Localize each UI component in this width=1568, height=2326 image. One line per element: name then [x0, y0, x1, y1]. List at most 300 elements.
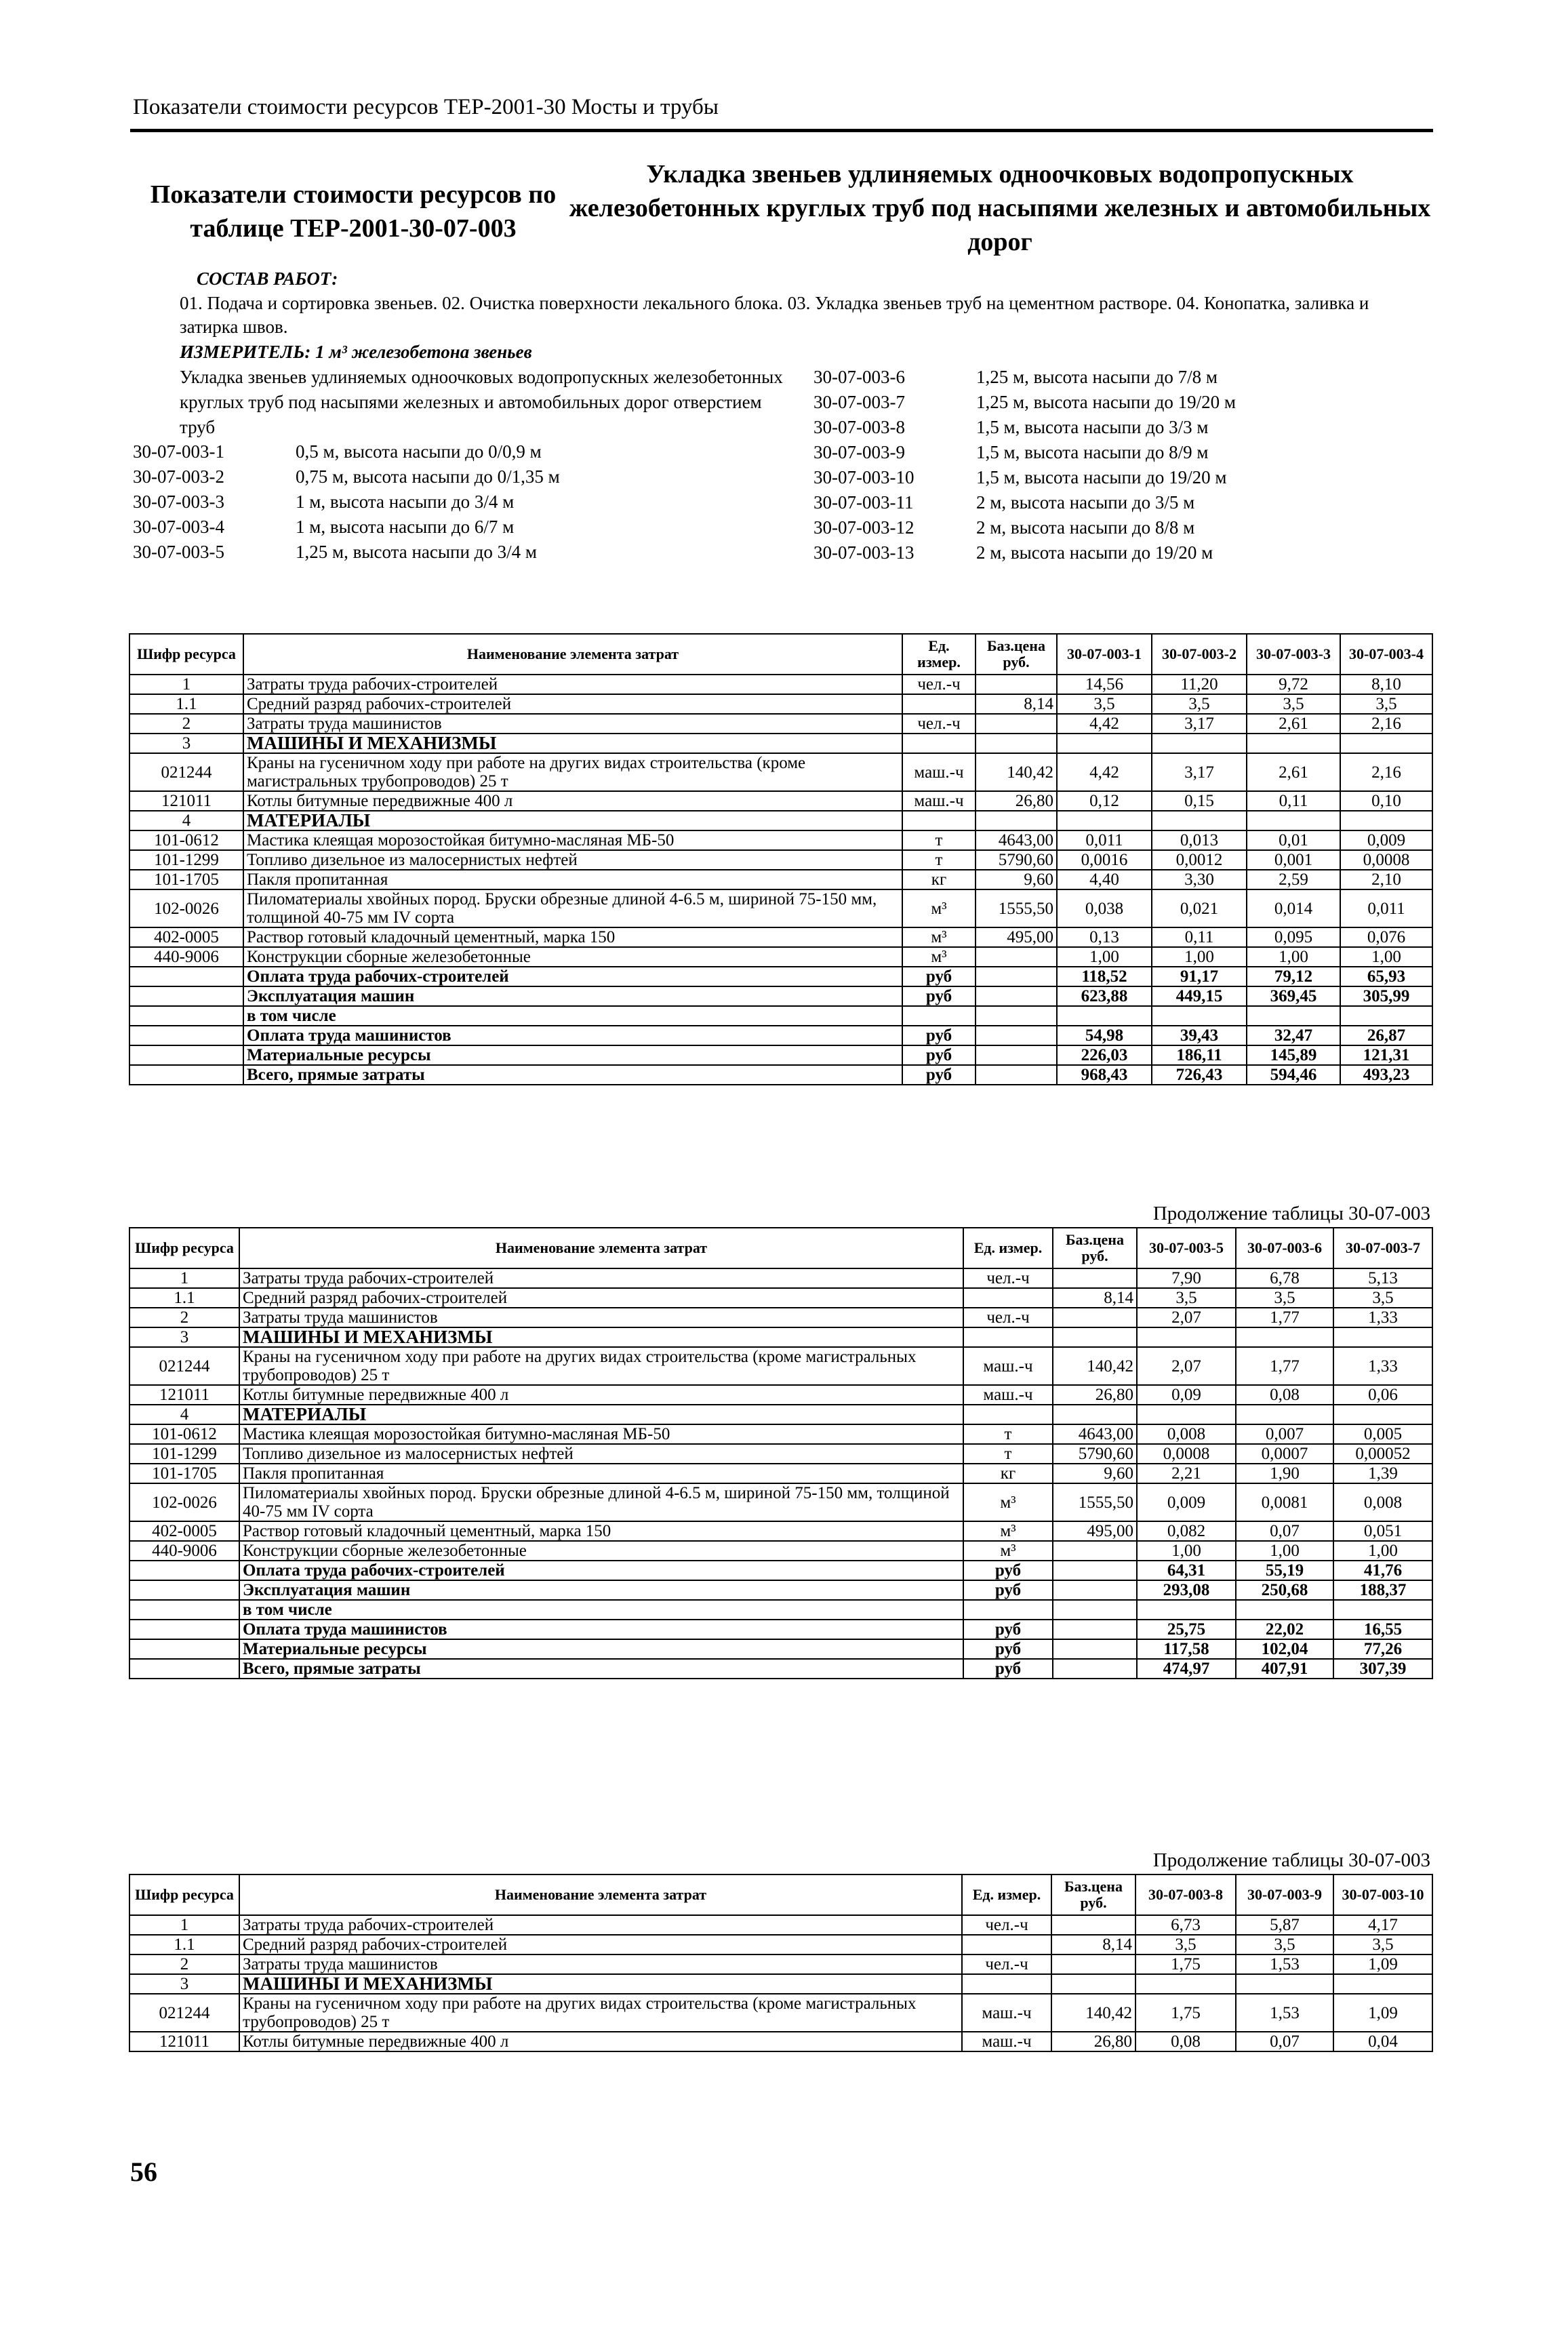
- row-code: 102-0026: [129, 889, 243, 927]
- code-list-item: [813, 440, 1236, 465]
- row-value: 2,59: [1247, 870, 1340, 889]
- row-code: 4: [129, 811, 243, 830]
- table-row: [129, 1065, 1432, 1085]
- row-price: 5790,60: [976, 850, 1057, 870]
- row-code: [129, 1006, 243, 1026]
- row-value: 145,89: [1247, 1045, 1340, 1065]
- row-code: 121011: [129, 2032, 239, 2051]
- row-unit: маш.-ч: [962, 1994, 1051, 2032]
- row-value: 1,00: [1247, 947, 1340, 967]
- row-code: [129, 1065, 243, 1085]
- row-price: [1053, 1639, 1137, 1659]
- row-value: [1057, 734, 1152, 753]
- table-row: [129, 2032, 1432, 2051]
- running-header: Показатели стоимости ресурсов ТЕР-2001-30 Мосты и трубы: [133, 95, 719, 119]
- table-row: [129, 1006, 1432, 1026]
- row-value: 5,13: [1333, 1268, 1432, 1288]
- row-value: 1,90: [1236, 1464, 1333, 1483]
- row-value: 54,98: [1057, 1026, 1152, 1045]
- row-code: 1.1: [129, 1288, 239, 1308]
- code-list-item: [133, 464, 560, 489]
- row-value: 3,5: [1333, 1935, 1432, 1954]
- row-price: [976, 986, 1057, 1006]
- table-row: [129, 1974, 1432, 1994]
- row-unit: т: [963, 1444, 1053, 1464]
- row-value: 1,53: [1236, 1994, 1333, 2032]
- row-code: 102-0026: [129, 1483, 239, 1521]
- row-value: 3,5: [1236, 1935, 1333, 1954]
- row-price: 4643,00: [976, 830, 1057, 850]
- header-col: 30-07-003-10: [1333, 1874, 1432, 1915]
- row-unit: руб: [963, 1659, 1053, 1679]
- row-value: [1236, 1327, 1333, 1347]
- table-row: [129, 1954, 1432, 1974]
- row-value: 0,10: [1340, 791, 1432, 811]
- header-unit: Ед. измер.: [963, 1228, 1053, 1268]
- table-row: [129, 1385, 1432, 1405]
- row-value: 1,00: [1152, 947, 1247, 967]
- row-unit: маш.-ч: [902, 791, 976, 811]
- row-value: [1333, 1600, 1432, 1620]
- cost-table-3: [129, 1874, 1433, 2052]
- code-list-desc: 1,5 м, высота насыпи до 3/3 м: [976, 417, 1209, 437]
- row-unit: кг: [963, 1464, 1053, 1483]
- row-value: 623,88: [1057, 986, 1152, 1006]
- code-list-desc: 2 м, высота насыпи до 19/20 м: [976, 542, 1213, 563]
- cost-table-2: [129, 1227, 1433, 1679]
- code-list-item: [813, 465, 1236, 490]
- row-unit: руб: [963, 1580, 1053, 1600]
- row-value: [1247, 1006, 1340, 1026]
- row-price: [1053, 1659, 1137, 1679]
- row-price: [1051, 1954, 1135, 1974]
- row-value: [1236, 1974, 1333, 1994]
- row-value: 1,75: [1135, 1954, 1236, 1974]
- row-value: [1152, 811, 1247, 830]
- table-row: [129, 1405, 1432, 1424]
- row-code: [129, 967, 243, 986]
- header-price: Баз.цена руб.: [976, 634, 1057, 675]
- row-code: 1: [129, 1915, 239, 1935]
- code-list-code: 30-07-003-5: [133, 542, 224, 562]
- row-code: 1: [129, 1268, 239, 1288]
- code-list-code: 30-07-003-6: [813, 367, 905, 387]
- code-list-item: [813, 365, 1236, 390]
- row-name: Мастика клеящая морозостойкая битумно-масляная МБ-50: [239, 1424, 963, 1444]
- row-name: Затраты труда машинистов: [239, 1954, 962, 1974]
- continuation-caption-3: Продолжение таблицы 30-07-003: [1152, 1849, 1430, 1871]
- row-name: в том числе: [243, 1006, 902, 1026]
- row-value: 2,21: [1137, 1464, 1236, 1483]
- header-col: 30-07-003-9: [1236, 1874, 1333, 1915]
- table-row: [129, 1620, 1432, 1639]
- section-title: Укладка звеньев удлиняемых одноочковых водопропускных железобетонных круглых труб под насыпями железных и автомобильных дорог: [569, 160, 1431, 256]
- row-code: 2: [129, 714, 243, 734]
- cost-table-1: [129, 633, 1433, 1085]
- code-list-code: 30-07-003-11: [813, 492, 914, 513]
- row-value: 77,26: [1333, 1639, 1432, 1659]
- row-name: Пиломатериалы хвойных пород. Бруски обрезные длиной 4-6.5 м, шириной 75-150 мм, толщиной 40-75 мм IV сорта: [239, 1483, 963, 1521]
- code-list-code: 30-07-003-4: [133, 517, 224, 537]
- code-list-desc: 0,5 м, высота насыпи до 0/0,9 м: [296, 441, 542, 462]
- row-value: 0,09: [1137, 1385, 1236, 1405]
- code-list-desc: 2 м, высота насыпи до 3/5 м: [976, 492, 1195, 513]
- row-price: 26,80: [1053, 1385, 1137, 1405]
- row-value: 41,76: [1333, 1561, 1432, 1580]
- code-list-code: 30-07-003-3: [133, 492, 224, 512]
- row-value: 1,00: [1333, 1541, 1432, 1561]
- row-value: 8,10: [1340, 675, 1432, 694]
- row-value: 1,00: [1236, 1541, 1333, 1561]
- table-row: [129, 1659, 1432, 1679]
- row-price: [1053, 1327, 1137, 1347]
- code-list-item: [813, 390, 1236, 415]
- header-name: Наименование элемента затрат: [243, 634, 902, 675]
- table-row: [129, 1327, 1432, 1347]
- row-code: 2: [129, 1954, 239, 1974]
- row-value: 369,45: [1247, 986, 1340, 1006]
- row-value: 0,001: [1247, 850, 1340, 870]
- code-list-desc: 1,5 м, высота насыпи до 19/20 м: [976, 467, 1227, 487]
- row-value: 0,082: [1137, 1521, 1236, 1541]
- table-row: [129, 1541, 1432, 1561]
- row-value: 307,39: [1333, 1659, 1432, 1679]
- row-value: 1,53: [1236, 1954, 1333, 1974]
- row-value: 9,72: [1247, 675, 1340, 694]
- row-code: 3: [129, 1327, 239, 1347]
- row-unit: [962, 1974, 1051, 1994]
- header-col: 30-07-003-3: [1247, 634, 1340, 675]
- row-value: 117,58: [1137, 1639, 1236, 1659]
- row-unit: м³: [963, 1541, 1053, 1561]
- code-list-item: [133, 515, 560, 540]
- row-unit: руб: [902, 967, 976, 986]
- row-value: 968,43: [1057, 1065, 1152, 1085]
- header-name: Наименование элемента затрат: [239, 1874, 962, 1915]
- row-value: [1057, 811, 1152, 830]
- header-col: 30-07-003-8: [1135, 1874, 1236, 1915]
- row-price: 1555,50: [1053, 1483, 1137, 1521]
- row-unit: маш.-ч: [902, 753, 976, 791]
- row-value: 0,11: [1152, 927, 1247, 947]
- row-unit: чел.-ч: [902, 675, 976, 694]
- row-value: 0,08: [1236, 1385, 1333, 1405]
- table-row: [129, 1026, 1432, 1045]
- code-list-code: 30-07-003-10: [813, 467, 914, 487]
- row-value: 0,005: [1333, 1424, 1432, 1444]
- row-value: 6,78: [1236, 1268, 1333, 1288]
- row-name: Оплата труда машинистов: [243, 1026, 902, 1045]
- row-value: 0,021: [1152, 889, 1247, 927]
- row-unit: руб: [902, 1045, 976, 1065]
- work-composition-text: 01. Подача и сортировка звеньев. 02. Очистка поверхности лекального блока. 03. Укладка звеньев труб на цементном растворе. 04. Конопатка, заливка и затирка швов.: [180, 293, 1369, 337]
- row-value: [1152, 1006, 1247, 1026]
- row-value: 55,19: [1236, 1561, 1333, 1580]
- row-price: 9,60: [1053, 1464, 1137, 1483]
- row-unit: маш.-ч: [963, 1347, 1053, 1385]
- row-value: 11,20: [1152, 675, 1247, 694]
- row-code: 3: [129, 734, 243, 753]
- row-unit: маш.-ч: [962, 2032, 1051, 2051]
- row-value: 0,014: [1247, 889, 1340, 927]
- row-name: Оплата труда машинистов: [239, 1620, 963, 1639]
- row-name: Топливо дизельное из малосернистых нефтей: [243, 850, 902, 870]
- code-list-item: [133, 439, 560, 464]
- row-code: [129, 1561, 239, 1580]
- header-col: 30-07-003-6: [1236, 1228, 1333, 1268]
- row-name: Затраты труда машинистов: [243, 714, 902, 734]
- row-unit: чел.-ч: [963, 1268, 1053, 1288]
- code-list-desc: 2 м, высота насыпи до 8/8 м: [976, 517, 1195, 538]
- meter-label: ИЗМЕРИТЕЛЬ: 1 м³ железобетона звеньев: [180, 342, 532, 362]
- row-value: 6,73: [1135, 1915, 1236, 1935]
- row-value: 0,13: [1057, 927, 1152, 947]
- row-name: Всего, прямые затраты: [243, 1065, 902, 1085]
- row-value: [1236, 1600, 1333, 1620]
- table-row: [129, 967, 1432, 986]
- row-value: 3,5: [1135, 1935, 1236, 1954]
- header-col: 30-07-003-5: [1137, 1228, 1236, 1268]
- row-value: 0,15: [1152, 791, 1247, 811]
- row-unit: руб: [963, 1620, 1053, 1639]
- row-value: 7,90: [1137, 1268, 1236, 1288]
- row-value: 1,75: [1135, 1994, 1236, 2032]
- row-price: 26,80: [976, 791, 1057, 811]
- row-name: Средний разряд рабочих-строителей: [239, 1288, 963, 1308]
- row-value: 0,051: [1333, 1521, 1432, 1541]
- row-value: 3,5: [1340, 694, 1432, 714]
- row-price: [1051, 1974, 1135, 1994]
- row-unit: чел.-ч: [963, 1308, 1053, 1327]
- row-code: 2: [129, 1308, 239, 1327]
- header-unit: Ед. измер.: [902, 634, 976, 675]
- row-unit: руб: [902, 986, 976, 1006]
- row-unit: т: [902, 830, 976, 850]
- row-value: [1236, 1405, 1333, 1424]
- row-price: 8,14: [1053, 1288, 1137, 1308]
- code-list-desc: 1,25 м, высота насыпи до 7/8 м: [976, 367, 1218, 387]
- row-value: 1,77: [1236, 1308, 1333, 1327]
- row-code: [129, 1620, 239, 1639]
- row-unit: чел.-ч: [902, 714, 976, 734]
- row-value: [1057, 1006, 1152, 1026]
- row-value: 186,11: [1152, 1045, 1247, 1065]
- row-name: Материальные ресурсы: [243, 1045, 902, 1065]
- row-value: 3,5: [1152, 694, 1247, 714]
- table-reference-title: Показатели стоимости ресурсов по таблице ТЕР-2001-30-07-003: [150, 180, 557, 243]
- row-value: 3,5: [1137, 1288, 1236, 1308]
- row-code: 021244: [129, 1994, 239, 2032]
- code-list-desc: 1,25 м, высота насыпи до 3/4 м: [296, 542, 537, 562]
- code-list-item: [813, 415, 1236, 440]
- row-value: [1340, 1006, 1432, 1026]
- header-price: Баз.цена руб.: [1051, 1874, 1135, 1915]
- row-value: 1,09: [1333, 1954, 1432, 1974]
- code-list-desc: 1,25 м, высота насыпи до 19/20 м: [976, 392, 1236, 412]
- row-value: 0,076: [1340, 927, 1432, 947]
- code-list-desc: 0,75 м, высота насыпи до 0/1,35 м: [296, 466, 560, 487]
- header-col: 30-07-003-4: [1340, 634, 1432, 675]
- row-price: 1555,50: [976, 889, 1057, 927]
- row-name: Эксплуатация машин: [239, 1580, 963, 1600]
- header-name: Наименование элемента затрат: [239, 1228, 963, 1268]
- row-value: [1137, 1600, 1236, 1620]
- row-value: 25,75: [1137, 1620, 1236, 1639]
- row-value: 1,00: [1340, 947, 1432, 967]
- row-unit: [902, 734, 976, 753]
- row-price: [1053, 1620, 1137, 1639]
- row-value: 226,03: [1057, 1045, 1152, 1065]
- row-value: 16,55: [1333, 1620, 1432, 1639]
- row-value: 4,42: [1057, 714, 1152, 734]
- table-row: [129, 753, 1432, 791]
- row-price: 8,14: [1051, 1935, 1135, 1954]
- row-name: Средний разряд рабочих-строителей: [243, 694, 902, 714]
- table-row: [129, 1268, 1432, 1288]
- row-code: 1.1: [129, 1935, 239, 1954]
- row-value: 4,42: [1057, 753, 1152, 791]
- code-list-desc: 1,5 м, высота насыпи до 8/9 м: [976, 442, 1209, 462]
- header-code: Шифр ресурса: [129, 1874, 239, 1915]
- row-value: 0,008: [1137, 1424, 1236, 1444]
- row-value: [1137, 1405, 1236, 1424]
- row-unit: маш.-ч: [963, 1385, 1053, 1405]
- row-value: 305,99: [1340, 986, 1432, 1006]
- row-value: 594,46: [1247, 1065, 1340, 1085]
- row-value: 65,93: [1340, 967, 1432, 986]
- row-unit: руб: [963, 1561, 1053, 1580]
- row-value: 1,33: [1333, 1347, 1432, 1385]
- row-value: 0,013: [1152, 830, 1247, 850]
- row-unit: кг: [902, 870, 976, 889]
- row-code: 3: [129, 1974, 239, 1994]
- table-row: [129, 1915, 1432, 1935]
- row-price: 140,42: [976, 753, 1057, 791]
- row-code: 101-1705: [129, 870, 243, 889]
- table-row: [129, 1639, 1432, 1659]
- table-row: [129, 830, 1432, 850]
- table-row: [129, 1935, 1432, 1954]
- row-value: 3,5: [1236, 1288, 1333, 1308]
- row-price: [976, 967, 1057, 986]
- row-price: 5790,60: [1053, 1444, 1137, 1464]
- row-unit: [963, 1405, 1053, 1424]
- table-row: [129, 1561, 1432, 1580]
- row-name: Конструкции сборные железобетонные: [243, 947, 902, 967]
- row-value: [1340, 734, 1432, 753]
- row-value: [1333, 1405, 1432, 1424]
- row-value: [1333, 1974, 1432, 1994]
- row-code: 121011: [129, 791, 243, 811]
- row-code: 101-1705: [129, 1464, 239, 1483]
- row-unit: чел.-ч: [962, 1915, 1051, 1935]
- row-name: Средний разряд рабочих-строителей: [239, 1935, 962, 1954]
- row-name: Оплата труда рабочих-строителей: [239, 1561, 963, 1580]
- row-name: Краны на гусеничном ходу при работе на других видах строительства (кроме магистральных трубопроводов) 25 т: [243, 753, 902, 791]
- row-unit: м³: [902, 927, 976, 947]
- table-row: [129, 1600, 1432, 1620]
- row-code: 402-0005: [129, 1521, 239, 1541]
- table-row: [129, 1045, 1432, 1065]
- code-list-code: 30-07-003-12: [813, 517, 914, 538]
- row-price: [976, 675, 1057, 694]
- row-name: МАШИНЫ И МЕХАНИЗМЫ: [239, 1327, 963, 1347]
- code-list-item: [813, 515, 1236, 540]
- row-value: 0,00052: [1333, 1444, 1432, 1464]
- row-value: 0,095: [1247, 927, 1340, 947]
- row-value: [1135, 1974, 1236, 1994]
- row-unit: т: [902, 850, 976, 870]
- row-name: Котлы битумные передвижные 400 л: [243, 791, 902, 811]
- code-list-item: [813, 540, 1236, 565]
- table-row: [129, 986, 1432, 1006]
- code-list-code: 30-07-003-7: [813, 392, 905, 412]
- row-unit: [902, 811, 976, 830]
- row-value: [1247, 734, 1340, 753]
- header-rule: [130, 129, 1433, 132]
- row-value: 39,43: [1152, 1026, 1247, 1045]
- row-price: 140,42: [1053, 1347, 1137, 1385]
- row-value: 1,33: [1333, 1308, 1432, 1327]
- row-unit: [963, 1600, 1053, 1620]
- row-value: 2,61: [1247, 753, 1340, 791]
- row-name: Пакля пропитанная: [243, 870, 902, 889]
- row-price: [976, 811, 1057, 830]
- row-name: МАШИНЫ И МЕХАНИЗМЫ: [239, 1974, 962, 1994]
- row-name: Краны на гусеничном ходу при работе на других видах строительства (кроме магистральных трубопроводов) 25 т: [239, 1347, 963, 1385]
- row-price: [1053, 1541, 1137, 1561]
- code-list-item: [813, 490, 1236, 515]
- row-unit: м³: [963, 1483, 1053, 1521]
- row-price: [1053, 1600, 1137, 1620]
- header-col: 30-07-003-1: [1057, 634, 1152, 675]
- row-value: 2,16: [1340, 714, 1432, 734]
- row-name: Затраты труда рабочих-строителей: [239, 1268, 963, 1288]
- row-value: 3,5: [1057, 694, 1152, 714]
- row-price: [976, 1065, 1057, 1085]
- row-value: 1,00: [1057, 947, 1152, 967]
- table-row: [129, 694, 1432, 714]
- row-unit: [962, 1935, 1051, 1954]
- row-value: 1,00: [1137, 1541, 1236, 1561]
- row-code: 101-0612: [129, 1424, 239, 1444]
- row-price: 4643,00: [1053, 1424, 1137, 1444]
- row-value: 32,47: [1247, 1026, 1340, 1045]
- row-value: [1333, 1327, 1432, 1347]
- row-code: 440-9006: [129, 1541, 239, 1561]
- row-price: [1053, 1561, 1137, 1580]
- row-value: 14,56: [1057, 675, 1152, 694]
- row-code: [129, 1045, 243, 1065]
- row-name: Мастика клеящая морозостойкая битумно-масляная МБ-50: [243, 830, 902, 850]
- row-price: 8,14: [976, 694, 1057, 714]
- row-value: 449,15: [1152, 986, 1247, 1006]
- row-value: [1137, 1327, 1236, 1347]
- header-code: Шифр ресурса: [129, 1228, 239, 1268]
- row-code: 101-1299: [129, 1444, 239, 1464]
- row-value: 0,11: [1247, 791, 1340, 811]
- row-value: 4,17: [1333, 1915, 1432, 1935]
- table-row: [129, 1444, 1432, 1464]
- row-value: 1,39: [1333, 1464, 1432, 1483]
- row-name: Затраты труда рабочих-строителей: [239, 1915, 962, 1935]
- row-code: 4: [129, 1405, 239, 1424]
- row-value: 3,5: [1247, 694, 1340, 714]
- row-name: в том числе: [239, 1600, 963, 1620]
- continuation-caption-2: Продолжение таблицы 30-07-003: [1152, 1203, 1430, 1224]
- table-row: [129, 1521, 1432, 1541]
- row-price: [1053, 1405, 1137, 1424]
